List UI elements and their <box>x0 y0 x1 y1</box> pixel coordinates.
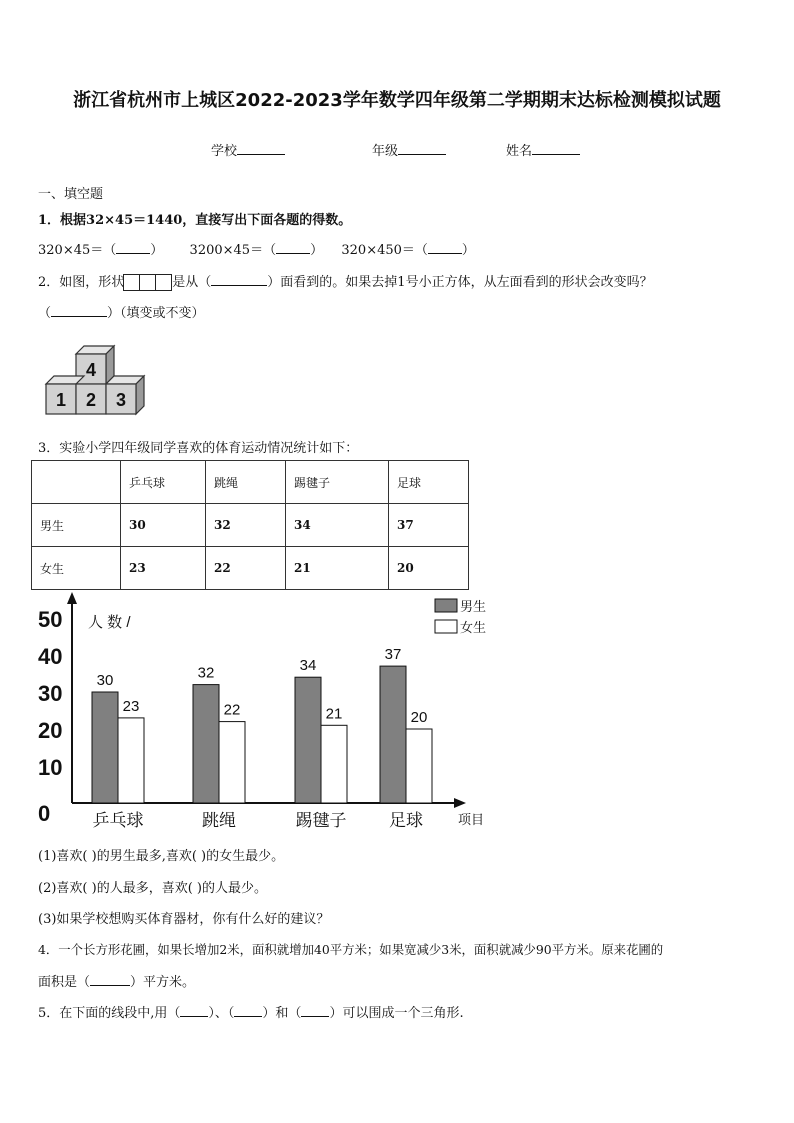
table-header: 踢毽子 <box>286 461 389 504</box>
q1-items <box>38 239 475 258</box>
q3-prompt: 3．实验小学四年级同学喜欢的体育运动情况统计如下： <box>38 441 359 456</box>
y-axis-arrow <box>67 592 77 604</box>
data-label: 23 <box>122 697 140 715</box>
bar-boys <box>295 677 321 803</box>
table-cell: 21 <box>286 547 389 590</box>
table-cell: 22 <box>206 547 286 590</box>
q5-text-c: ）和（ <box>262 1006 302 1021</box>
x-tick-label: 跳绳 <box>202 811 236 831</box>
y-tick-label: 20 <box>38 718 63 743</box>
table-header-row <box>32 461 469 504</box>
q3-sub3: (3)如果学校想购买体育器材，你有什么好的建议？ <box>38 912 330 927</box>
q1-blank-1[interactable] <box>116 241 150 254</box>
bar-boys <box>92 692 118 803</box>
bar-boys <box>380 666 406 803</box>
y-tick-label: 40 <box>38 644 63 669</box>
q5-blank-2[interactable] <box>234 1004 262 1017</box>
data-label: 22 <box>223 701 241 719</box>
q5-text-a: 5．在下面的线段中,用（ <box>38 1006 181 1021</box>
data-label: 37 <box>384 646 402 664</box>
q5-line <box>38 1002 464 1021</box>
table-header: 足球 <box>389 461 469 504</box>
x-tick-label: 踢毽子 <box>295 811 347 831</box>
bar-girls <box>406 729 432 803</box>
table-cell: 37 <box>389 504 469 547</box>
q2-line1 <box>38 271 653 291</box>
q1-close-3: ） <box>461 243 475 258</box>
stats-table <box>31 460 469 590</box>
row-label: 女生 <box>32 547 121 590</box>
q1-item-3: 320×450＝（ <box>341 243 428 258</box>
legend-label: 女生 <box>460 621 487 636</box>
table-header: 跳绳 <box>206 461 286 504</box>
table-corner <box>32 461 121 504</box>
data-label: 20 <box>410 709 428 726</box>
table-header: 乒乓球 <box>121 461 206 504</box>
bar-boys <box>193 685 219 803</box>
table-cell: 20 <box>389 547 469 590</box>
cube-label-1: 1 <box>55 390 67 410</box>
legend-swatch <box>435 620 457 633</box>
q1-blank-3[interactable] <box>428 241 462 254</box>
q5-blank-1[interactable] <box>180 1004 208 1017</box>
q1-item-2: 3200×45＝（ <box>189 243 277 258</box>
table-cell: 23 <box>121 547 206 590</box>
q2-line2 <box>38 302 205 321</box>
q5-text-d: ）可以围成一个三角形. <box>329 1006 464 1021</box>
row-label: 男生 <box>32 504 121 547</box>
x-axis-title: 项目 <box>458 813 485 828</box>
data-label: 30 <box>96 672 114 689</box>
grade-blank[interactable] <box>398 142 446 155</box>
table-cell: 30 <box>121 504 206 547</box>
legend-label: 男生 <box>460 600 487 615</box>
bar-girls <box>219 722 245 803</box>
q3-sub1: (1)喜欢( )的男生最多,喜欢( )的女生最少。 <box>38 849 285 864</box>
grade-label: 年级 <box>372 144 399 159</box>
q5-blank-3[interactable] <box>301 1004 329 1017</box>
q2-blank-2[interactable] <box>51 304 107 317</box>
q2-text-a: 2．如图，形状 <box>38 275 125 290</box>
q4-text-a: 面积是（ <box>38 975 91 990</box>
cube-label-3: 3 <box>115 390 127 410</box>
legend-swatch <box>435 599 457 612</box>
q5-text-b: ）、（ <box>208 1006 235 1021</box>
q2-text-d: （ <box>38 306 52 321</box>
name-blank[interactable] <box>532 142 580 155</box>
q1-blank-2[interactable] <box>276 241 310 254</box>
cube-label-4: 4 <box>85 360 97 380</box>
y-tick-label: 0 <box>38 801 51 826</box>
q4-line1: 4．一个长方形花圃，如果长增加2米，面积就增加40平方米；如果宽减少3米，面积就减少90平方米。原来花圃的 <box>38 942 664 957</box>
table-cell: 32 <box>206 504 286 547</box>
name-label: 姓名 <box>506 144 533 159</box>
q4-text-b: ）平方米。 <box>130 975 196 990</box>
school-field <box>211 140 285 159</box>
q1-prompt: 1．根据32×45＝1440，直接写出下面各题的得数。 <box>38 213 352 228</box>
cube-figure <box>44 344 154 418</box>
bar-girls <box>321 725 347 803</box>
section-heading: 一、填空题 <box>38 187 104 202</box>
table-cell: 34 <box>286 504 389 547</box>
page-title: 浙江省杭州市上城区2022-2023学年数学四年级第二学期期末达标检测模拟试题 <box>73 90 721 111</box>
q2-blank-1[interactable] <box>211 273 267 286</box>
y-tick-label: 10 <box>38 755 63 780</box>
table-row <box>32 504 469 547</box>
school-blank[interactable] <box>237 142 285 155</box>
q3-sub2: (2)喜欢( )的人最多，喜欢( )的人最少。 <box>38 881 267 896</box>
data-label: 34 <box>299 657 317 675</box>
q1-close-2: ） <box>310 243 324 258</box>
name-field <box>506 140 580 159</box>
x-tick-label: 足球 <box>389 811 423 831</box>
y-tick-label: 30 <box>38 681 63 706</box>
bar-girls <box>118 718 144 803</box>
grade-field <box>372 140 446 159</box>
q4-line2 <box>38 971 195 990</box>
y-axis-title: 人 数 / <box>88 614 131 631</box>
x-axis-arrow <box>454 798 466 808</box>
bar-chart <box>30 590 500 835</box>
school-label: 学校 <box>211 144 238 159</box>
q2-text-e: ）（填变或不变） <box>107 306 205 321</box>
q1-close-1: ） <box>150 243 164 258</box>
q4-blank[interactable] <box>90 973 130 986</box>
q2-text-c: ）面看到的。如果去掉1号小正方体，从左面看到的形状会改变吗？ <box>267 275 653 290</box>
x-tick-label: 乒乓球 <box>92 811 144 831</box>
y-tick-label: 50 <box>38 607 63 632</box>
q1-item-1: 320×45＝（ <box>38 243 117 258</box>
q2-text-b: 是从（ <box>172 275 212 290</box>
q2-shape-icon <box>124 274 172 291</box>
data-label: 21 <box>325 705 343 723</box>
data-label: 32 <box>197 664 215 682</box>
table-row <box>32 547 469 590</box>
cube-label-2: 2 <box>85 390 97 410</box>
